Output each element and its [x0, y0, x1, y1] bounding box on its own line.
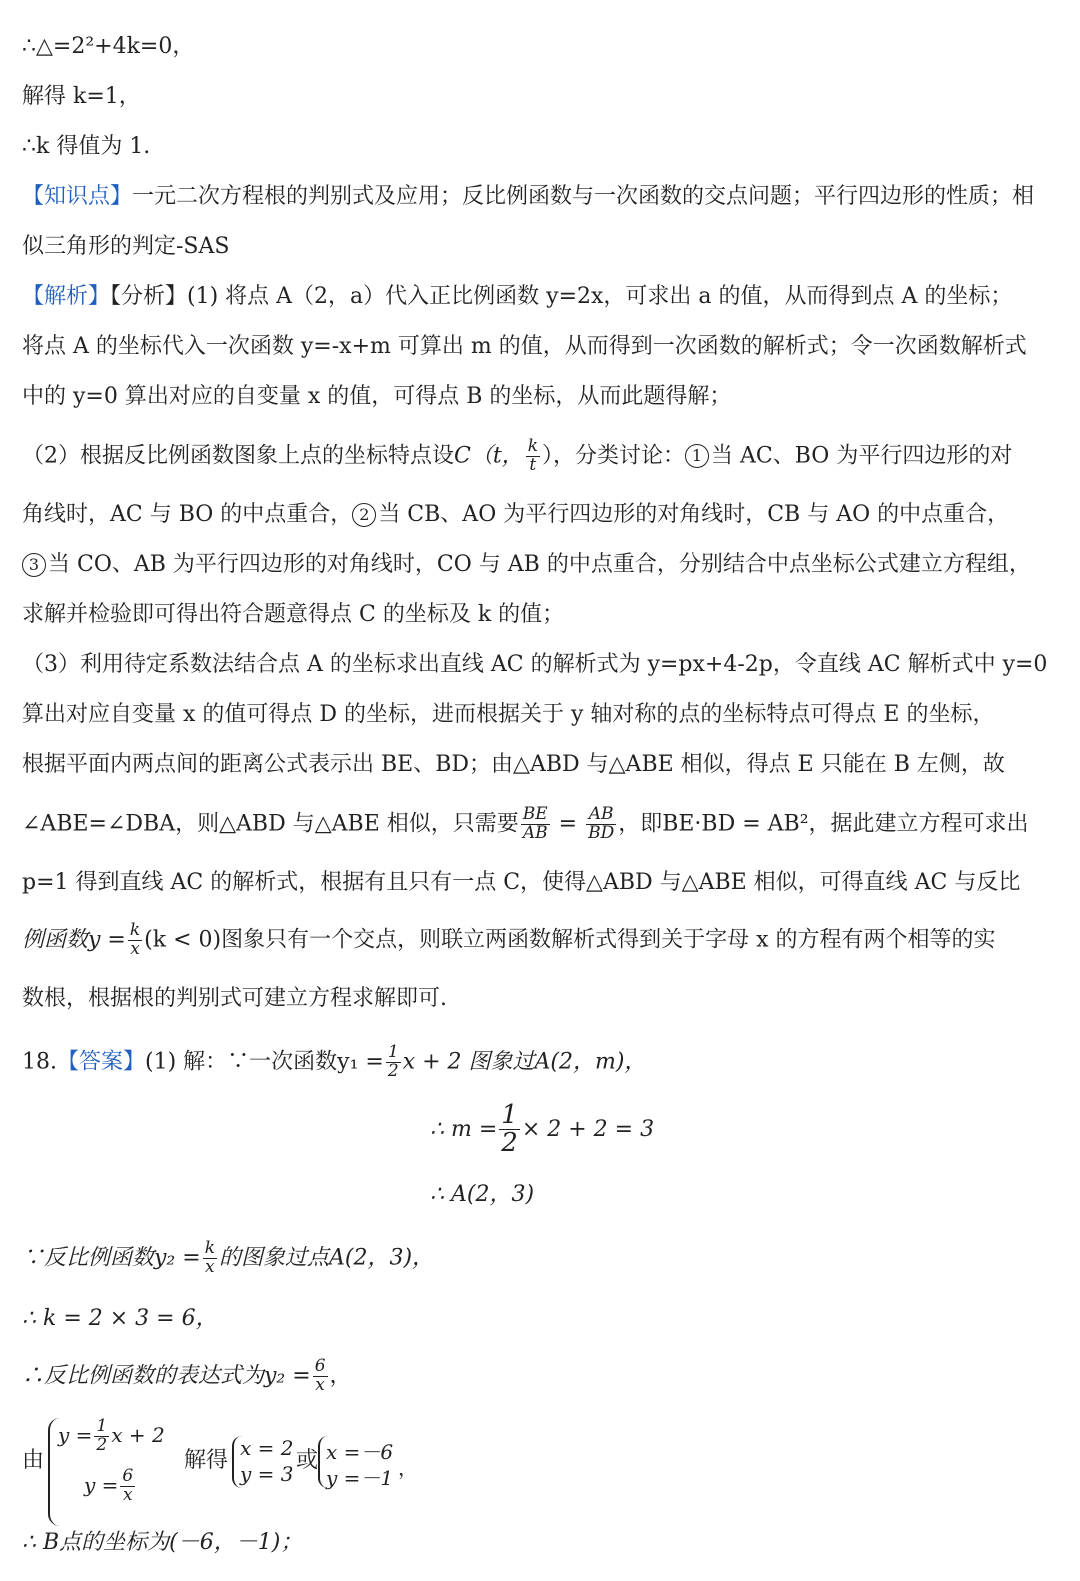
case2-text: 当 CB、AO 为平行四边形的对角线时，CB 与 AO 的中点重合，: [378, 502, 1010, 527]
m-equation: ∴ m = $\frac{1}{2}$ × 2 + 2 = 3: [430, 1100, 655, 1159]
you-text: 由: [22, 1448, 45, 1473]
analysis-part3-e: p=1 得到直线 AC 的解析式，根据有且只有一点 C，使得△ABD 与△ABE 相似，可得直线 AC 与反比: [22, 870, 1021, 895]
fraction-half-big: $\frac{1}{2}$: [501, 1100, 518, 1159]
answer-tag: 【答案】: [57, 1049, 146, 1075]
classify-text: ），分类讨论：: [542, 443, 686, 469]
analysis-part3-c: 根据平面内两点间的距离公式表示出 BE、BD；由△ABD 与△ABE 相似，得点 E 只能在 B 左侧，故: [22, 752, 1005, 777]
fraction-k-over-t: $\frac{k}{t}$: [527, 436, 538, 475]
question-number: 18.: [22, 1049, 57, 1075]
line-delta: ∴△=2²+4k=0，: [22, 34, 195, 59]
analysis-line: [22, 284, 1012, 310]
or-text: 或: [296, 1448, 319, 1473]
fraction-be-ab: $\frac{BE}{AB}$: [522, 804, 548, 843]
fraction-k-over-x: $\frac{k}{x}$: [129, 920, 141, 959]
inverse-expression: ∴反比例函数的表达式为y₂ = $\frac{6}{x}$ ，: [22, 1356, 352, 1395]
case1-text: 当 AC、BO 为平行四边形的对: [711, 443, 1013, 469]
solution1-x: x = 2: [240, 1436, 294, 1460]
fraction-ab-bd: $\frac{AB}{BD}$: [588, 804, 615, 843]
intersection-text: (k < 0)图象只有一个交点，则联立两函数解析式得到关于字母 x 的方程有两个相等的实: [144, 927, 996, 953]
line-k-value: ∴k 得值为 1.: [22, 134, 151, 159]
case3-text: 当 CO、AB 为平行四边形的对角线时，CO 与 AB 的中点重合，分别结合中点坐标公式建立方程组，: [48, 552, 1031, 577]
analysis-part3-b: 算出对应自变量 x 的值可得点 D 的坐标，进而根据关于 y 轴对称的点的坐标特点可得点 E 的坐标，: [22, 702, 995, 727]
analysis-part3-f: [22, 922, 995, 959]
solution2-y: y =－1: [326, 1466, 394, 1490]
knowledge-line: [22, 184, 1034, 210]
system-eq1: y = $\frac{1}{2}$ x + 2: [58, 1416, 165, 1455]
system-eq2: y = $\frac{6}{x}$: [84, 1466, 134, 1505]
answer-line: [22, 1044, 646, 1081]
point-c: C（t，: [454, 443, 524, 469]
fraction-6-over-x: $\frac{6}{x}$: [314, 1356, 326, 1395]
answer-text-2: x + 2 图象过A(2，m)，: [402, 1049, 647, 1075]
knowledge-tag: 【知识点】: [22, 184, 133, 209]
analysis-part3: （3）利用待定系数法结合点 A 的坐标求出直线 AC 的解析式为 y=px+4-2p，令直线 AC 解析式中 y=0: [22, 652, 1048, 677]
analysis-line-2: 将点 A 的坐标代入一次函数 y=-x+m 可算出 m 的值，从而得到一次函数的解析式；令一次函数解析式: [22, 334, 1027, 359]
analysis-line-3: 中的 y=0 算出对应的自变量 x 的值，可得点 B 的坐标，从而此题得解；: [22, 384, 732, 409]
b-point: ∴ B点的坐标为(－6，－1)；: [22, 1530, 303, 1555]
circled-two: 2: [352, 503, 376, 527]
analysis-part2-d: 求解并检验即可得出符合题意得点 C 的坐标及 k 的值；: [22, 602, 565, 627]
analysis-part2-b: [22, 502, 1009, 528]
analysis-part2: [22, 438, 1012, 475]
jiede-text: 解得: [184, 1448, 229, 1473]
circled-three: 3: [22, 553, 46, 577]
solution-end: ，: [398, 1456, 418, 1480]
analysis-tag: 【解析】: [22, 284, 111, 309]
analysis-text: 【分析】(1) 将点 A（2，a）代入正比例函数 y=2x，可求出 a 的值，从而得到点 A 的坐标；: [110, 284, 1013, 309]
knowledge-text: 一元二次方程根的判别式及应用；反比例函数与一次函数的交点问题；平行四边形的性质；相: [132, 184, 1035, 209]
answer-text: (1) 解：∵一次函数y₁ =: [145, 1049, 384, 1075]
knowledge-cont: 似三角形的判定-SAS: [22, 234, 230, 259]
k-computation: ∴ k = 2 × 3 = 6，: [22, 1306, 218, 1331]
analysis-part3-d: ∠ABE=∠DBA，则△ABD 与△ABE 相似，只需要 $\frac{BE}{AB}$ = $\frac{AB}{BD}$ ，即BE·BD = AB²，据此建立方程可求出: [22, 804, 1029, 843]
fraction-half: $\frac{1}{2}$: [387, 1042, 399, 1081]
circled-one: 1: [685, 444, 709, 468]
analysis-part3-g: 数根，根据根的判别式可建立方程求解即可.: [22, 986, 447, 1011]
a-point: ∴ A(2，3): [430, 1182, 535, 1207]
equation-text: ，即BE·BD = AB²，据此建立方程可求出: [618, 811, 1029, 837]
analysis-part2-c: [22, 552, 1031, 578]
similar-text: ∠ABE=∠DBA，则△ABD 与△ABE 相似，只需要: [22, 811, 519, 837]
solution2-x: x =－6: [326, 1440, 394, 1464]
inverse-line: ∵反比例函数y₂ = $\frac{k}{x}$ 的图象过点A(2，3)，: [22, 1238, 435, 1277]
inverse-func-label: 例函数y =: [22, 927, 126, 953]
solution1-y: y = 3: [240, 1462, 294, 1486]
line-solve-k: 解得 k=1，: [22, 84, 141, 109]
case1-cont: 角线时，AC 与 BO 的中点重合，: [22, 502, 353, 527]
part2-text: （2）根据反比例函数图象上点的坐标特点设: [22, 443, 454, 469]
fraction-k-over-x-2: $\frac{k}{x}$: [204, 1238, 215, 1277]
